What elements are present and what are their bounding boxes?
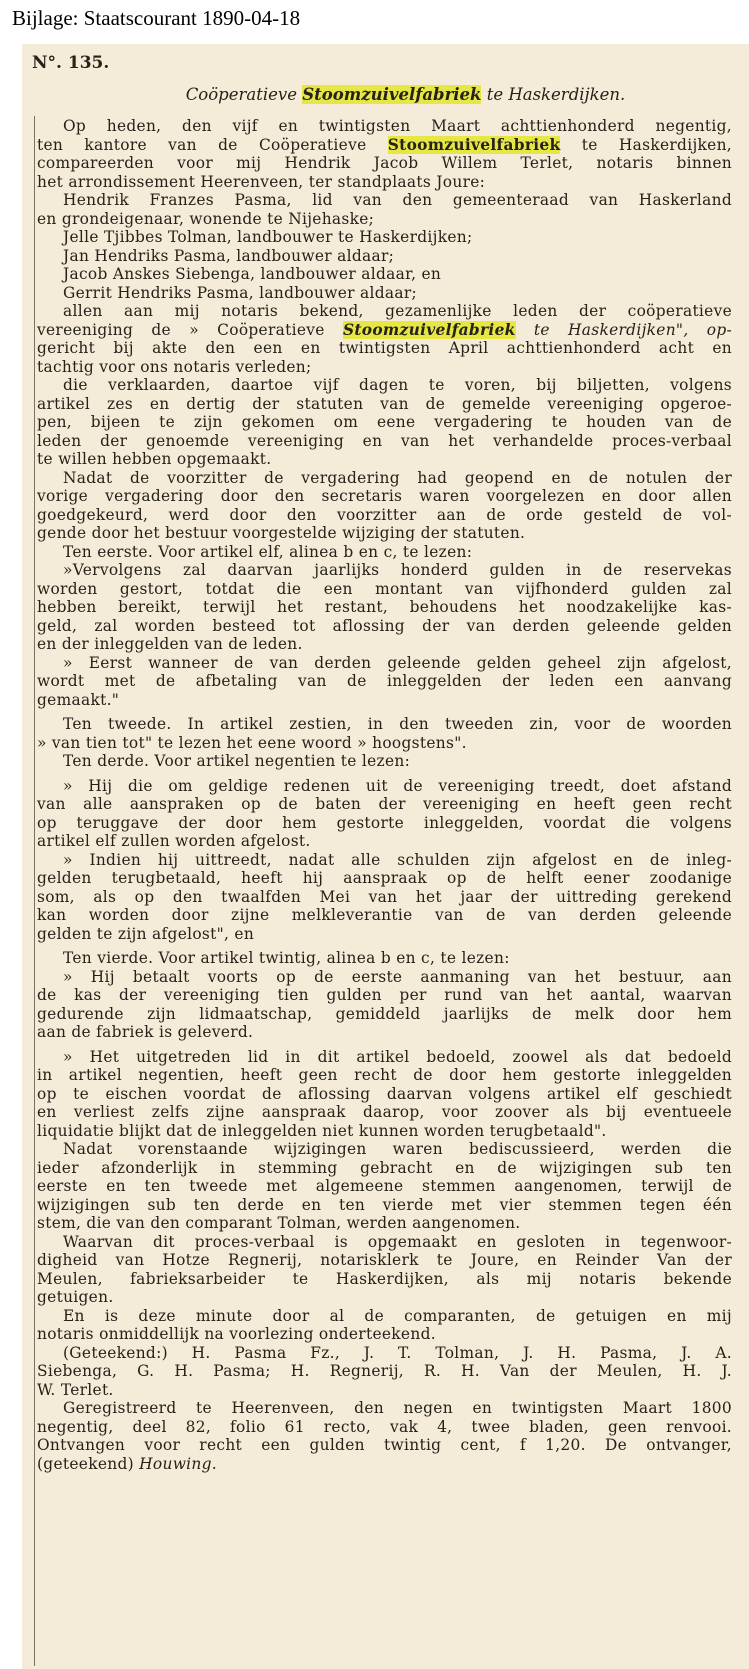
text-line: Waarvan dit proces-verbaal is opgemaakt en gesloten in tegenwoor- (63, 1232, 732, 1251)
paragraph (37, 752, 732, 771)
text-line: tachtig voor ons notaris verleden; (37, 357, 312, 376)
text-line: gemaakt." (37, 690, 120, 709)
text-line: Op heden, den vijf en twintigsten Maart achttienhonderd negentig, (63, 117, 732, 135)
text-line: Ten derde. Voor artikel negentien te lezen: (63, 752, 411, 770)
paragraph (37, 117, 732, 191)
document-body (37, 117, 732, 1473)
document-title (22, 86, 749, 105)
text-segment: vereeniging de » Coöperatieve (37, 320, 343, 339)
paragraph (37, 228, 732, 247)
text-line: in artikel negentien, heeft geen recht de door hem gestorte inleggelden (37, 1066, 732, 1084)
text-line: hebben bereikt, terwijl het restant, behoudens het noodzakelijke kas- (37, 598, 732, 616)
paragraph (37, 1048, 732, 1141)
text-line: » Indien hij uittreedt, nadat alle schulden zijn afgelost en de inleg- (63, 850, 732, 869)
paragraph (37, 949, 732, 968)
paragraph (37, 191, 732, 228)
margin-rule (34, 116, 35, 1666)
text-line: liquidatie blijkt dat de inleggelden niet kunnen worden terugbetaald". (37, 1121, 607, 1140)
text-line: stem, die van den comparant Tolman, werden aangenomen. (37, 1214, 521, 1232)
text-line: En is deze minute door al de comparanten, de getuigen en mij (63, 1306, 732, 1325)
text-line: wijzigingen sub ten derde en ten vierde met vier stemmen tegen één (37, 1195, 732, 1214)
paragraph (37, 1233, 732, 1307)
text-line: gericht bij akte den een en twintigsten April achttienhonderd acht en (37, 339, 732, 357)
text-line: Ten vierde. Voor artikel twintig, alinea b en c, te lezen: (63, 949, 510, 967)
text-segment: ten kantore van de Coöperatieve (37, 135, 388, 154)
text-line: die verklaarden, daartoe vijf dagen te voren, bij biljetten, volgens (63, 376, 732, 394)
text-line: gelden terugbetaald, heeft hij aanspraak op de helft eener zoodanige (37, 869, 732, 887)
highlighted-term: Stoomzuivelfabriek (342, 320, 516, 339)
text-line: Ten tweede. In artikel zestien, in den tweeden zin, voor de woorden (63, 715, 732, 733)
text-line: artikel zes en dertig der statuten van de gemelde vereeniging opgeroe- (37, 394, 732, 413)
highlighted-term: Stoomzuivelfabriek (387, 135, 561, 154)
text-line (37, 321, 732, 340)
paragraph (37, 1140, 732, 1233)
paragraph (37, 1344, 732, 1400)
text-line: Ten eerste. Voor artikel elf, alinea b en c, te lezen: (63, 542, 473, 561)
text-line: Jan Hendriks Pasma, landbouwer aldaar; (63, 246, 395, 265)
newspaper-clipping (22, 44, 749, 1669)
paragraph (37, 851, 732, 944)
header-title: Bijlage: Staatscourant 1890-04-18 (12, 6, 301, 30)
paragraph (37, 1307, 732, 1344)
page-header (0, 0, 749, 44)
text-line: het arrondissement Heerenveen, ter standplaats Joure: (37, 172, 486, 191)
text-line: wordt met de afbetaling van de inleggelden der leden een aanvang (37, 672, 732, 690)
text-line: gelden te zijn afgelost", en (37, 924, 255, 943)
paragraph (37, 302, 732, 376)
text-line: Siebenga, G. H. Pasma; H. Regnerij, R. H. Van der Meulen, H. J. (37, 1362, 732, 1380)
text-line: te willen hebben opgemaakt. (37, 450, 272, 468)
title-part: te Haskerdijken. (481, 85, 626, 104)
paragraph (37, 654, 732, 710)
text-line: » Eerst wanneer de van derden geleende gelden geheel zijn afgelost, (63, 653, 732, 672)
text-line: en verliest zelfs zijne aanspraak daarop, voor zoover als bij eventueele (37, 1103, 732, 1121)
text-line: »Vervolgens zal daarvan jaarlijks honderd gulden in de reservekas (63, 561, 732, 579)
text-line: » Hij betaalt voorts op de eerste aanmaning van het bestuur, aan (63, 967, 732, 986)
text-line: (Geteekend:) H. Pasma Fz., J. T. Tolman, J. H. Pasma, J. A. (63, 1343, 732, 1362)
text-line (37, 1455, 732, 1474)
document-number: N°. 135. (32, 53, 110, 73)
text-segment: . (211, 1454, 217, 1473)
text-line: ieder afzonderlijk in stemming gebracht en de wijzigingen sub ten (37, 1158, 732, 1177)
text-segment: te Haskerdijken, (560, 135, 732, 154)
text-line: de kas der vereeniging tien gulden per rund van het aantal, waarvan (37, 986, 732, 1004)
paragraph (37, 284, 732, 303)
text-line: som, als op den twaalfden Mei van het jaar der uittreding gerekend (37, 887, 732, 906)
text-line: Gerrit Hendriks Pasma, landbouwer aldaar; (63, 283, 417, 302)
text-line: Jelle Tjibbes Tolman, landbouwer te Haskerdijken; (63, 228, 473, 246)
text-line: worden gestort, totdat die een montant van vijfhonderd gulden zal (37, 579, 732, 598)
text-line: compareerden voor mij Hendrik Jacob Willem Terlet, notaris binnen (37, 154, 732, 172)
text-line: artikel elf zullen worden afgelost. (37, 832, 311, 850)
paragraph (37, 1399, 732, 1473)
text-line: Nadat vorenstaande wijzigingen waren bediscussieerd, werden die (63, 1140, 732, 1158)
text-line (37, 136, 732, 155)
text-line: » van tien tot" te lezen het eene woord » hoogstens". (37, 733, 467, 752)
text-line: vorige vergadering door den secretaris waren voorgelezen en door allen (37, 487, 732, 505)
text-line: pen, bijeen te zijn gekomen om eene vergadering te houden van de (37, 413, 732, 431)
text-segment: te Haskerdijken", op- (515, 320, 732, 339)
text-line: allen aan mij notaris bekend, gezamenlijke leden der coöperatieve (63, 302, 732, 320)
paragraph (37, 561, 732, 654)
text-line: Geregistreerd te Heerenveen, den negen en twintigsten Maart 1800 (63, 1399, 732, 1417)
paragraph (37, 247, 732, 266)
highlighted-term: Stoomzuivelfabriek (302, 85, 482, 104)
text-line: » Hij die om geldige redenen uit de vereeniging treedt, doet afstand (63, 776, 732, 795)
paragraph (37, 469, 732, 543)
text-line: goedgekeurd, werd door den voorzitter aan de orde gesteld de vol- (37, 505, 732, 524)
text-line: negentig, deel 82, folio 61 recto, vak 4, twee bladen, geen renvooi. (37, 1417, 732, 1436)
text-line: Ontvangen voor recht een gulden twintig cent, f 1,20. De ontvanger, (37, 1436, 732, 1454)
signature-name: Houwing (139, 1454, 212, 1473)
text-segment: (geteekend) (37, 1454, 140, 1473)
text-line: op te eischen voordat de aflossing daarvan volgens artikel elf geschiedt (37, 1084, 732, 1103)
text-line: en der inleggelden van de leden. (37, 635, 303, 653)
text-line: notaris onmiddellijk na voorlezing onderteekend. (37, 1325, 436, 1343)
paragraph (37, 376, 732, 469)
text-line: Hendrik Franzes Pasma, lid van den gemeenteraad van Haskerland (63, 191, 732, 209)
text-line: Jacob Anskes Siebenga, landbouwer aldaar, en (63, 265, 442, 283)
paragraph (37, 777, 732, 851)
text-line: en grondeigenaar, wonende te Nijehaske; (37, 209, 375, 228)
text-line: aan de fabriek is geleverd. (37, 1023, 254, 1041)
text-line: W. Terlet. (37, 1380, 114, 1399)
text-line: leden der genoemde vereeniging en van het verhandelde proces-verbaal (37, 431, 732, 450)
text-line: van alle aanspraken op de baten der vereeniging en heeft geen recht (37, 795, 732, 813)
text-line: eerste en ten tweede met algemeene stemmen aangenomen, terwijl de (37, 1177, 732, 1195)
text-line: kan worden door zijne melkleverantie van de van derden geleende (37, 906, 732, 924)
text-line: gedurende zijn lidmaatschap, gemiddeld jaarlijks de melk door hem (37, 1004, 732, 1023)
text-line: Nadat de voorzitter de vergadering had geopend en de notulen der (63, 468, 732, 487)
paragraph (37, 968, 732, 1042)
text-line: getuigen. (37, 1288, 114, 1306)
text-line: » Het uitgetreden lid in dit artikel bedoeld, zoowel als dat bedoeld (63, 1047, 732, 1066)
paragraph (37, 715, 732, 752)
paragraph (37, 265, 732, 284)
text-line: op teruggave der door hem gestorte inleggelden, voordat die volgens (37, 813, 732, 832)
title-part: Coöperatieve (185, 85, 303, 104)
text-line: gende door het bestuur voorgestelde wijziging der statuten. (37, 524, 526, 542)
text-line: digheid van Hotze Regnerij, notarisklerk te Joure, en Reinder Van der (37, 1251, 732, 1269)
text-line: geld, zal worden besteed tot aflossing der van derden geleende gelden (37, 616, 732, 635)
text-line: Meulen, fabrieksarbeider te Haskerdijken, als mij notaris bekende (37, 1269, 732, 1288)
paragraph (37, 543, 732, 562)
